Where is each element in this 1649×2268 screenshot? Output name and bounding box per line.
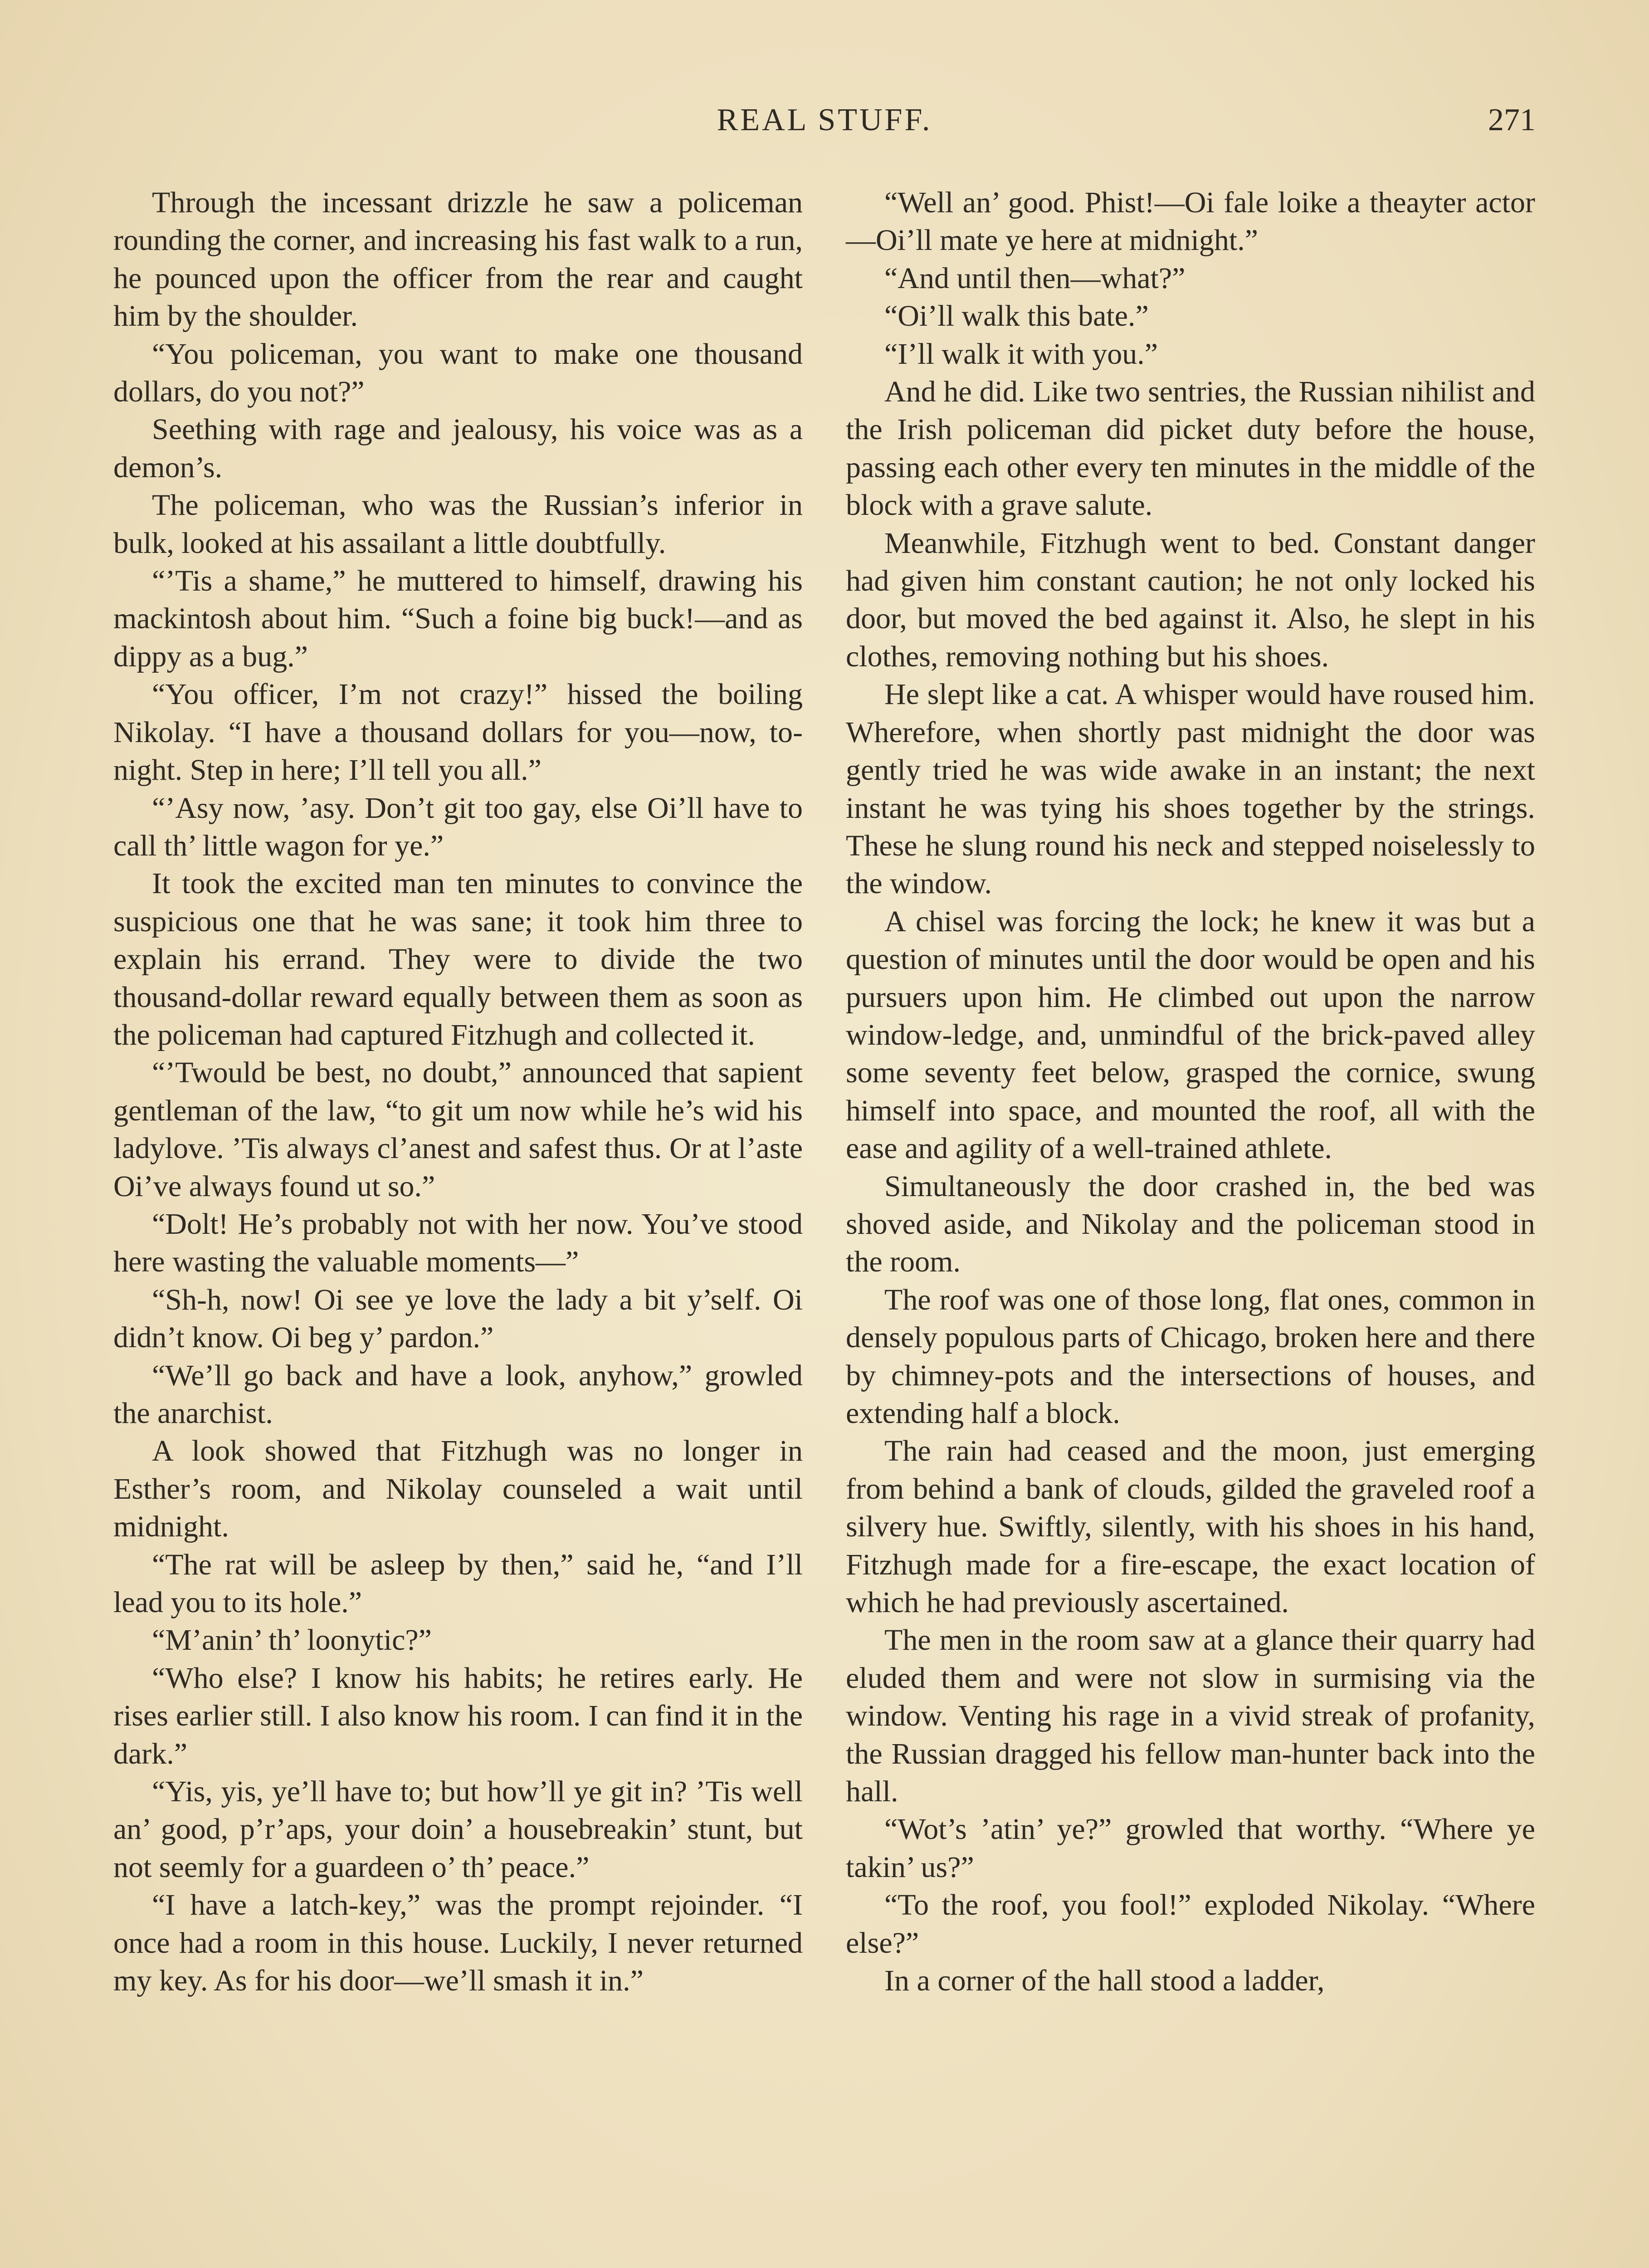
paragraph: “You policeman, you want to make one thousand dollars, do you not?”: [113, 337, 803, 409]
left-column: [113, 184, 803, 2000]
paragraph: “Oi’ll walk this bate.”: [884, 299, 1149, 333]
paragraph: “’Tis a shame,” he muttered to himself, drawing his mackintosh about him. “Such a foine big buck!—and as dippy as a bug.”: [113, 564, 803, 673]
paragraph: And he did. Like two sentries, the Russian nihilist and the Irish policeman did picket duty before the house, passing each other every ten minutes in the middle of the block with a grave salute.: [846, 375, 1535, 522]
paragraph: “Well an’ good. Phist!—Oi fale loike a theayter actor—Oi’ll mate ye here at midnight.”: [846, 186, 1535, 257]
paragraph: A chisel was forcing the lock; he knew it was but a question of minutes until the door would be open and his pursuers upon him. He climbed out upon the narrow window-ledge, and, unmindful of the brick-paved alley some seventy feet below, grasped the cornice, swung himself into space, and mounted the roof, all with the ease and agility of a well-trained athlete.: [846, 904, 1535, 1165]
paragraph: Simultaneously the door crashed in, the bed was shoved aside, and Nikolay and the policeman stood in the room.: [846, 1169, 1535, 1279]
paragraph: “M’anin’ th’ loonytic?”: [152, 1623, 432, 1657]
paragraph: The rain had ceased and the moon, just emerging from behind a bank of clouds, gilded the graveled roof a silvery hue. Swiftly, silently, with his shoes in his hand, Fitzhugh made for a fire-escape, the exact location of which he had previously ascertained.: [846, 1434, 1535, 1619]
paragraph: It took the excited man ten minutes to convince the suspicious one that he was sane; it took him three to explain his errand. They were to divide the two thousand-dollar reward equally between them as soon as the policeman had captured Fitzhugh and collected it.: [113, 867, 803, 1051]
paragraph: “The rat will be asleep by then,” said he, “and I’ll lead you to its hole.”: [113, 1548, 803, 1619]
running-title: REAL STUFF.: [717, 103, 932, 137]
page-number: 271: [1488, 103, 1536, 137]
paragraph: He slept like a cat. A whisper would have roused him. Wherefore, when shortly past midnight the door was gently tried he was wide awake in an instant; the next instant he was tying his shoes together by the strings. These he slung round his neck and stepped noiselessly to the window.: [846, 678, 1535, 900]
paragraph: “And until then—what?”: [884, 261, 1186, 295]
right-column: [846, 184, 1535, 2000]
paragraph: “I have a latch-key,” was the prompt rejoinder. “I once had a room in this house. Luckily, I never returned my key. As for his door—we’ll smash it in.”: [113, 1888, 803, 1998]
paragraph: In a corner of the hall stood a ladder,: [884, 1964, 1325, 1998]
paragraph: The policeman, who was the Russian’s inferior in bulk, looked at his assailant a little doubtfully.: [113, 489, 803, 560]
page-header: [113, 95, 1536, 145]
paragraph: The roof was one of those long, flat ones, common in densely populous parts of Chicago, broken here and there by chimney-pots and the intersections of houses, and extending half a block.: [846, 1283, 1535, 1430]
paragraph: “Dolt! He’s probably not with her now. You’ve stood here wasting the valuable moments—”: [113, 1207, 803, 1279]
paragraph: “We’ll go back and have a look, anyhow,” growled the anarchist.: [113, 1359, 803, 1430]
paragraph: “Yis, yis, ye’ll have to; but how’ll ye git in? ’Tis well an’ good, p’r’aps, your doin’ a housebreakin’ stunt, but not seemly for a guardeen o’ th’ peace.”: [113, 1775, 803, 1884]
paragraph: “You officer, I’m not crazy!” hissed the boiling Nikolay. “I have a thousand dollars for you—now, to-night. Step in here; I’ll tell you all.”: [113, 678, 803, 787]
paragraph: “’Asy now, ’asy. Don’t git too gay, else Oi’ll have to call th’ little wagon for ye.”: [113, 791, 803, 862]
paragraph: “Who else? I know his habits; he retires early. He rises earlier still. I also know his room. I can find it in the dark.”: [113, 1661, 803, 1770]
paragraph: Through the incessant drizzle he saw a policeman rounding the corner, and increasing his fast walk to a run, he pounced upon the officer from the rear and caught him by the shoulder.: [113, 186, 803, 333]
paragraph: “’Twould be best, no doubt,” announced that sapient gentleman of the law, “to git um now while he’s wid his ladylove. ’Tis always cl’anest and safest thus. Or at l’aste Oi’ve always found ut so.”: [113, 1056, 803, 1203]
paragraph: “I’ll walk it with you.”: [884, 337, 1158, 371]
paragraph: “Sh-h, now! Oi see ye love the lady a bit y’self. Oi didn’t know. Oi beg y’ pardon.”: [113, 1283, 803, 1354]
paragraph: “To the roof, you fool!” exploded Nikolay. “Where else?”: [846, 1888, 1535, 1960]
paragraph: Meanwhile, Fitzhugh went to bed. Constant danger had given him constant caution; he not only locked his door, but moved the bed against it. Also, he slept in his clothes, removing nothing but his shoes.: [846, 526, 1535, 673]
paragraph: “Wot’s ’atin’ ye?” growled that worthy. “Where ye takin’ us?”: [846, 1813, 1535, 1884]
paragraph: Seething with rage and jealousy, his voice was as a demon’s.: [113, 413, 803, 484]
paragraph: A look showed that Fitzhugh was no longer in Esther’s room, and Nikolay counseled a wait until midnight.: [113, 1434, 803, 1544]
paragraph: The men in the room saw at a glance their quarry had eluded them and were not slow in surmising via the window. Venting his rage in a vivid streak of profanity, the Russian dragged his fellow man-hunter back into the hall.: [846, 1623, 1535, 1809]
